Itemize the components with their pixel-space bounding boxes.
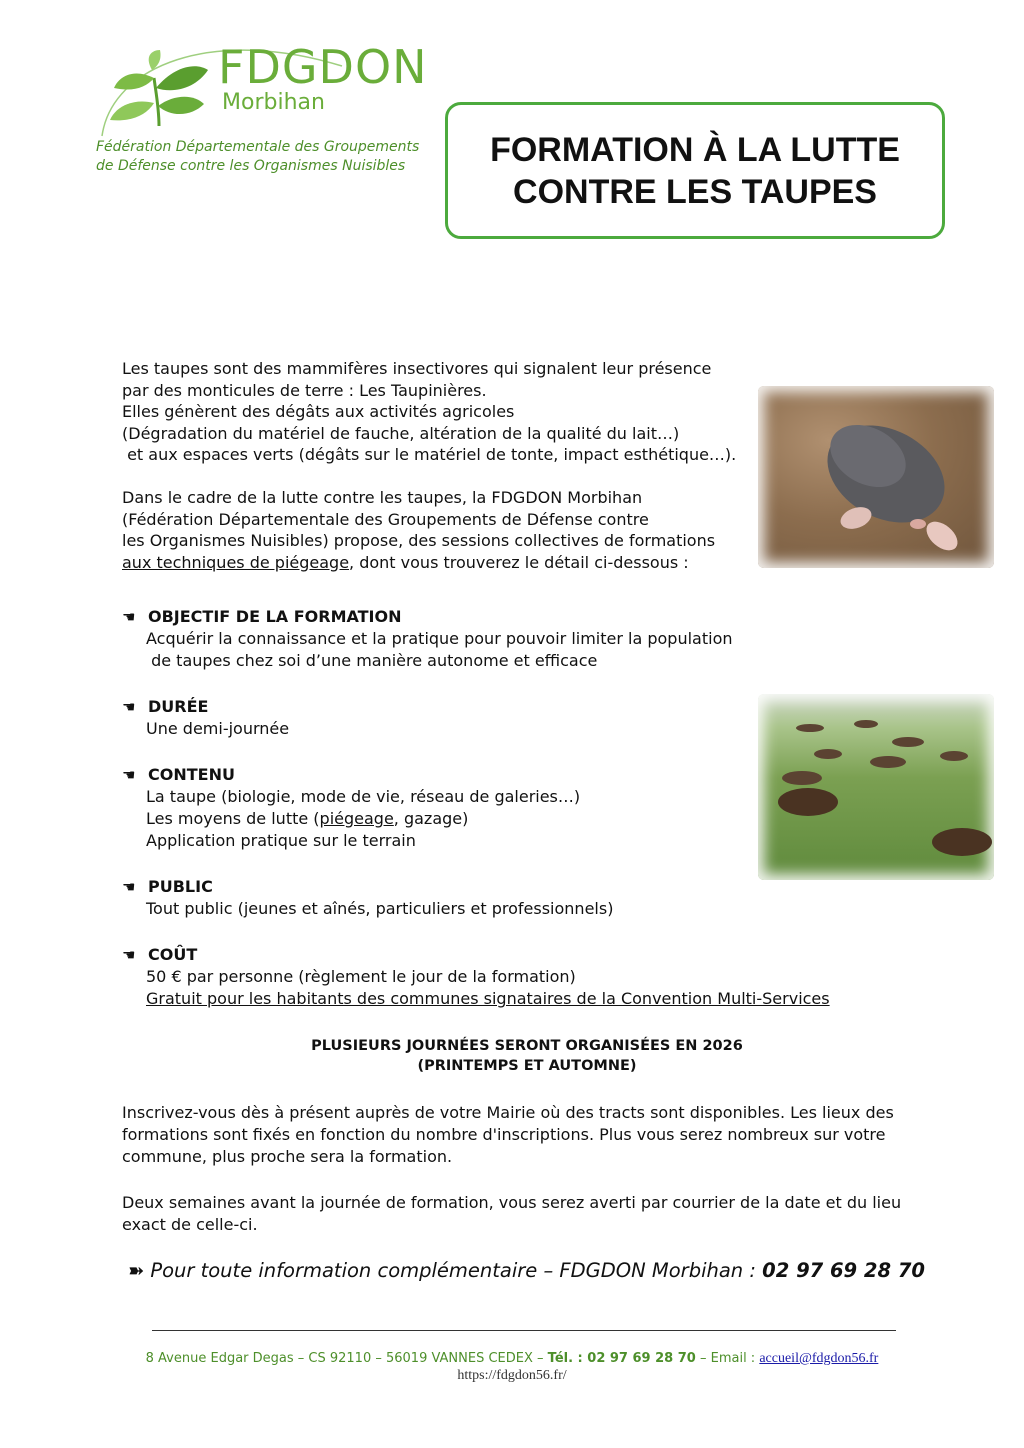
paragraph-line: formations sont fixés en fonction du nombre d'inscriptions. Plus vous serez nombreux sur votre (122, 1125, 886, 1144)
section-line (146, 808, 842, 830)
footer-phone: Tél. : 02 97 69 28 70 (547, 1351, 696, 1366)
announcement-line-1: PLUSIEURS JOURNÉES SERONT ORGANISÉES EN 2026 (311, 1038, 743, 1054)
announcement-line-2: (PRINTEMPS ET AUTOMNE) (417, 1058, 637, 1074)
section-line: Acquérir la connaissance et la pratique pour pouvoir limiter la population (146, 629, 733, 648)
section-line: Tout public (jeunes et aînés, particuliers et professionnels) (146, 899, 614, 918)
pointing-hand-icon: ☚ (122, 766, 136, 784)
paragraph-line: exact de celle-ci. (122, 1215, 258, 1234)
footer-divider (152, 1330, 896, 1331)
intro-line: Les taupes sont des mammifères insectivores qui signalent leur présence (122, 359, 712, 378)
federation-line-2: de Défense contre les Organismes Nuisibles (96, 158, 406, 174)
section-heading: CONTENU (148, 765, 235, 784)
intro-line-last (122, 552, 762, 574)
section-line-part: Les moyens de lutte ( (146, 809, 320, 828)
logo-subtitle: Morbihan (222, 90, 325, 115)
footer-address: 8 Avenue Edgar Degas – CS 92110 – 56019 VANNES CEDEX – (145, 1351, 548, 1366)
intro-line: les Organismes Nuisibles) propose, des sessions collectives de formations (122, 531, 716, 550)
section-heading: COÛT (148, 945, 198, 964)
footer (100, 1350, 924, 1384)
logo-wordmark: FDGDON (218, 40, 428, 94)
section-cout (122, 944, 842, 1010)
section-line-part: , gazage) (393, 809, 469, 828)
contact-phone: 02 97 69 28 70 (762, 1259, 925, 1282)
mole-photo (758, 386, 994, 568)
section-heading: DURÉE (148, 697, 209, 716)
contact-line (128, 1258, 928, 1284)
paragraph-line: commune, plus proche sera la formation. (122, 1147, 453, 1166)
footer-email-label: – Email : (695, 1351, 760, 1366)
section-contenu (122, 764, 842, 852)
website-link[interactable]: https://fdgdon56.fr/ (457, 1368, 567, 1383)
intro-line: par des monticules de terre : Les Taupinières. (122, 380, 487, 400)
intro-line: (Fédération Départementale des Groupements de Défense contre (122, 509, 649, 529)
intro-line: (Dégradation du matériel de fauche, altération de la qualité du lait…) (122, 423, 680, 443)
section-public (122, 876, 842, 920)
leaf-logo-icon (104, 48, 214, 128)
free-for-residents-underlined: Gratuit pour les habitants des communes signataires de la Convention Multi-Services (146, 989, 830, 1008)
pointing-hand-icon: ☚ (122, 698, 136, 716)
pointing-hand-icon: ☚ (122, 608, 136, 626)
federation-name (96, 138, 420, 176)
intro-line-rest: , dont vous trouverez le détail ci-dessous : (349, 552, 689, 572)
section-line: 50 € par personne (règlement le jour de la formation) (146, 967, 576, 986)
intro-line: Elles génèrent des dégâts aux activités agricoles (122, 402, 515, 421)
section-line: Une demi-journée (146, 719, 290, 738)
inscription-paragraph (122, 1102, 922, 1168)
pointing-hand-icon: ☚ (122, 878, 136, 896)
section-line: Application pratique sur le terrain (146, 831, 416, 850)
paragraph-line: Deux semaines avant la journée de formation, vous serez averti par courrier de la date et du lieu (122, 1193, 902, 1212)
footer-address-line (100, 1350, 924, 1367)
paragraph-line: Inscrivez-vous dès à présent auprès de votre Mairie où des tracts sont disponibles. Les lieux des (122, 1103, 894, 1122)
trapping-techniques-underlined: aux techniques de piégeage (122, 552, 350, 572)
federation-line-1: Fédération Départementale des Groupements (96, 139, 420, 155)
section-heading: OBJECTIF DE LA FORMATION (148, 607, 402, 626)
title-line-2: CONTRE LES TAUPES (513, 172, 877, 211)
title-line-1: FORMATION À LA LUTTE (490, 130, 900, 169)
contact-text: Pour toute information complémentaire – FDGDON Morbihan : (150, 1259, 763, 1282)
section-duree (122, 696, 842, 740)
piegeage-underlined: piégeage (319, 809, 394, 828)
announcement (122, 1036, 932, 1076)
intro-line: Dans le cadre de la lutte contre les taupes, la FDGDON Morbihan (122, 488, 643, 507)
intro-text (122, 358, 762, 573)
title-box (445, 102, 945, 239)
double-arrow-icon: ➽ (128, 1259, 145, 1282)
notice-paragraph (122, 1192, 922, 1236)
section-line: de taupes chez soi d’une manière autonome et efficace (146, 651, 598, 670)
email-link[interactable]: accueil@fdgdon56.fr (759, 1351, 879, 1366)
section-objectif (122, 606, 842, 672)
section-line: La taupe (biologie, mode de vie, réseau de galeries…) (146, 787, 581, 806)
intro-line: et aux espaces verts (dégâts sur le matériel de tonte, impact esthétique…). (122, 445, 737, 464)
section-heading: PUBLIC (148, 877, 213, 896)
pointing-hand-icon: ☚ (122, 946, 136, 964)
